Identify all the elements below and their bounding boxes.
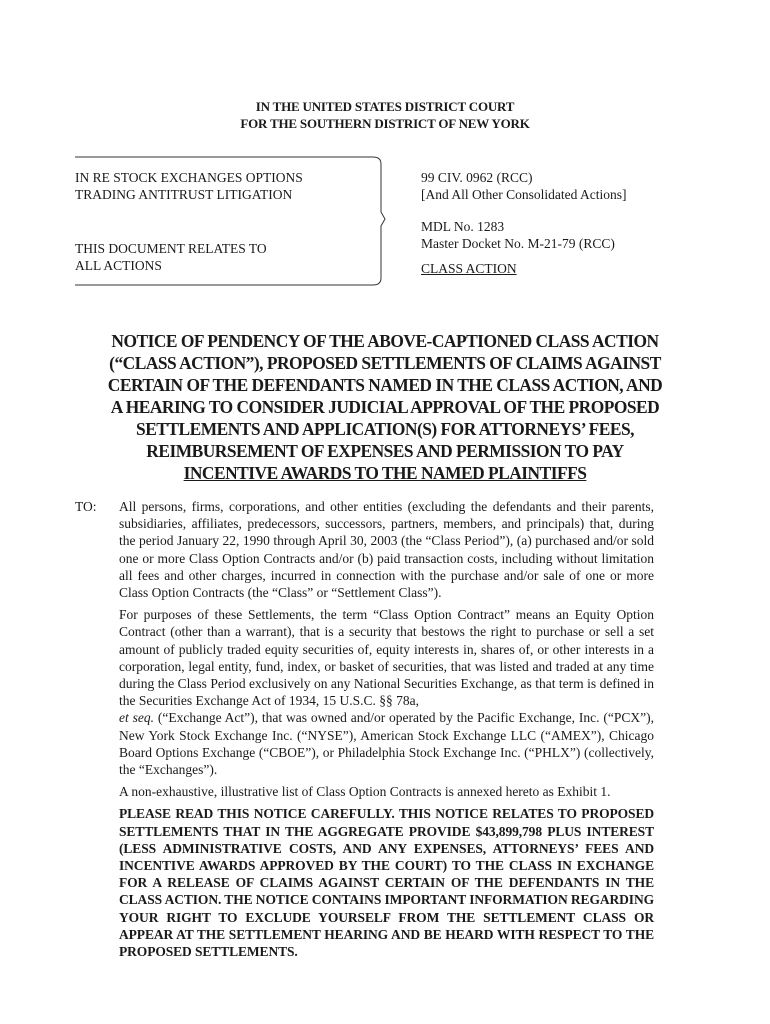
- option-definition-text-a: For purposes of these Settlements, the term “Class Option Contract” means an Equity Option Contract (other than a warrant), that is a security that bestows the right to purchase or sell a set amount of publicly traded equity securities of, equity interests in, shares of, or other interests in a corporation, legal entity, fund, index, or basket of securities, that was listed and traded at any time during the Class Period exclusively on any National Securities Exchange, as that term is defined in the Securities Exchange Act of 1934, 15 U.S.C. §§ 78a,: [119, 607, 654, 709]
- case-caption-numbers: [421, 170, 626, 278]
- court-line-2: FOR THE SOUTHERN DISTRICT OF NEW YORK: [240, 116, 530, 131]
- case-number: 99 CIV. 0962 (RCC): [421, 170, 533, 185]
- exhibit-reference-paragraph: A non-exhaustive, illustrative list of Class Option Contracts is annexed hereto as Exhibit 1.: [119, 784, 611, 800]
- case-caption-parties: [75, 170, 303, 274]
- read-carefully-warning: PLEASE READ THIS NOTICE CAREFULLY. THIS NOTICE RELATES TO PROPOSED SETTLEMENTS THAT IN THE AGGREGATE PROVIDE $43,899,798 PLUS INTEREST (LESS ADMINISTRATIVE COSTS, AND ANY EXPENSES, ATTORNEYS’ FEES AND INCENTIVE AWARDS APPROVED BY THE COURT) TO THE CLASS IN EXCHANGE FOR A RELEASE OF CLAIMS AGAINST CERTAIN OF THE DEFENDANTS IN THE CLASS ACTION. THE NOTICE CONTAINS IMPORTANT INFORMATION REGARDING YOUR RIGHT TO EXCLUDE YOURSELF FROM THE SETTLEMENT CLASS OR APPEAR AT THE SETTLEMENT HEARING AND BE HEARD WITH RESPECT TO THE PROPOSED SETTLEMENTS.: [119, 806, 654, 960]
- court-line-1: IN THE UNITED STATES DISTRICT COURT: [255, 99, 515, 114]
- caption-left-line-3: THIS DOCUMENT RELATES TO: [75, 241, 267, 256]
- option-definition-text-b: (“Exchange Act”), that was owned and/or operated by the Pacific Exchange, Inc. (“PCX”), New York Stock Exchange Inc. (“NYSE”), American Stock Exchange LLC (“AMEX”), Chicago Board Options Exchange (“CBOE”), or Philadelphia Stock Exchange Inc. (“PHLX”) (collectively, the “Exchanges”).: [119, 710, 654, 778]
- class-action-label: CLASS ACTION: [421, 261, 517, 276]
- master-docket-number: Master Docket No. M-21-79 (RCC): [421, 235, 615, 251]
- title-line-7: [100, 462, 670, 484]
- notice-body: [119, 498, 654, 965]
- consolidated-note: [And All Other Consolidated Actions]: [421, 186, 627, 202]
- title-line-5: SETTLEMENTS AND APPLICATION(S) FOR ATTORNEYS’ FEES,: [136, 419, 634, 439]
- to-label: TO:: [75, 499, 97, 514]
- notice-title: [100, 330, 670, 484]
- caption-left-line-1: IN RE STOCK EXCHANGES OPTIONS: [75, 170, 303, 185]
- title-line-3: CERTAIN OF THE DEFENDANTS NAMED IN THE CLASS ACTION, AND: [107, 375, 663, 395]
- et-seq-italic: et seq.: [119, 710, 154, 726]
- title-line-4: A HEARING TO CONSIDER JUDICIAL APPROVAL OF THE PROPOSED: [110, 397, 660, 417]
- option-contract-definition-paragraph: [119, 606, 654, 778]
- caption-left-line-2: TRADING ANTITRUST LITIGATION: [75, 186, 293, 202]
- caption-left-line-4: ALL ACTIONS: [75, 257, 162, 273]
- mdl-number: MDL No. 1283: [421, 219, 505, 234]
- class-definition-paragraph: All persons, firms, corporations, and other entities (excluding the defendants and their parents, subsidiaries, affiliates, predecessors, successors, partners, members, and principals) that, during the period January 22, 1990 through April 30, 2003 (the “Class Period”), (a) purchased and/or sold one or more Class Option Contracts and/or (b) paid transaction costs, including without limitation all fees and other charges, incurred in connection with the purchase and/or sale of one or more Class Option Contracts (the “Class” or “Settlement Class”).: [119, 499, 654, 601]
- title-line-6: REIMBURSEMENT OF EXPENSES AND PERMISSION TO PAY: [146, 441, 624, 461]
- title-line-2: (“CLASS ACTION”), PROPOSED SETTLEMENTS OF CLAIMS AGAINST: [109, 353, 661, 373]
- title-line-1: NOTICE OF PENDENCY OF THE ABOVE-CAPTIONED CLASS ACTION: [111, 331, 659, 351]
- title-line-7-text: INCENTIVE AWARDS TO THE NAMED PLAINTIFFS: [183, 463, 587, 483]
